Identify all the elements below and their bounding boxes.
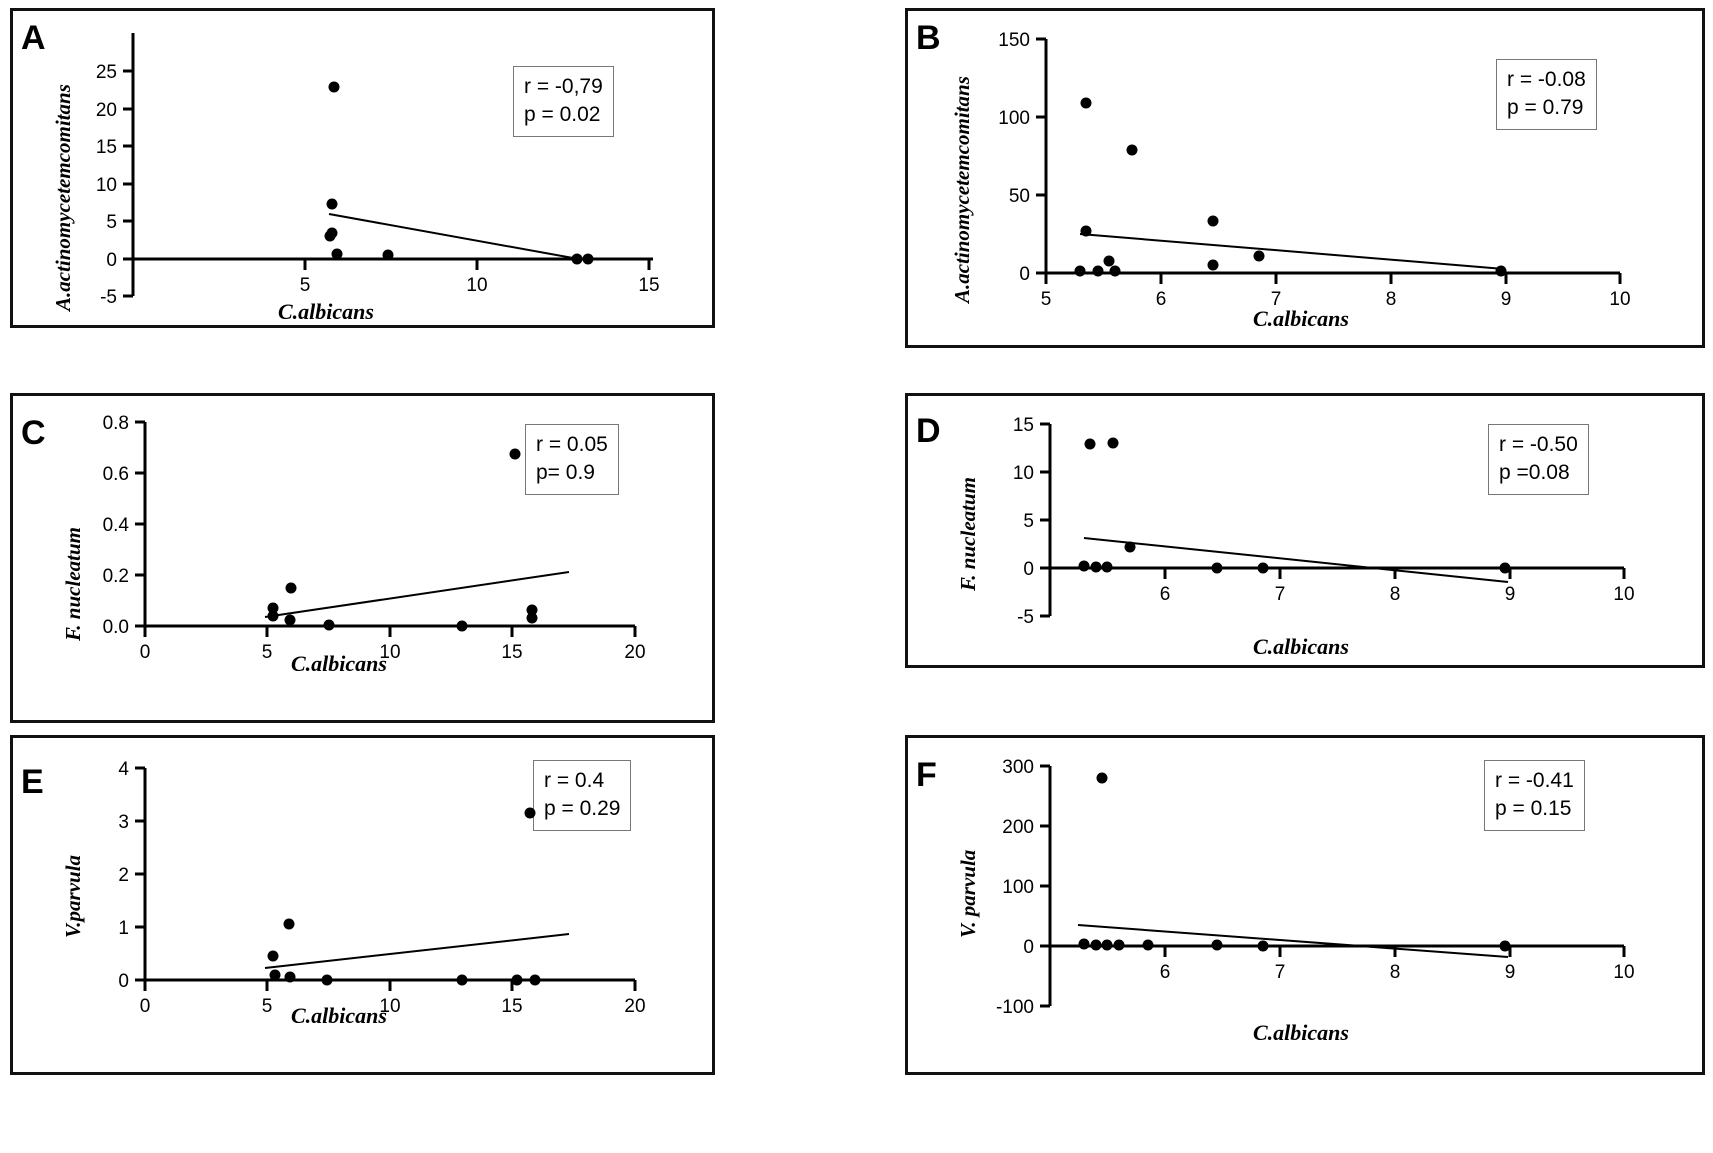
svg-text:7: 7 (1274, 584, 1286, 605)
panel-letter-d: D (916, 412, 941, 450)
x-axis-label-a: C.albicans (278, 299, 374, 324)
panel-letter-b: B (916, 19, 941, 57)
x-ticks-d (1160, 568, 1635, 605)
data-points-d (1079, 438, 1511, 574)
svg-text:200: 200 (1002, 817, 1034, 838)
data-points-e (268, 808, 541, 986)
x-axis-label-d: C.albicans (1253, 634, 1349, 659)
svg-text:0.6: 0.6 (102, 464, 129, 485)
svg-text:5: 5 (261, 996, 273, 1017)
data-points-b (1075, 98, 1507, 277)
svg-text:20: 20 (624, 996, 646, 1017)
svg-text:5: 5 (1040, 289, 1052, 310)
svg-text:15: 15 (638, 275, 660, 296)
svg-text:20: 20 (624, 642, 646, 663)
svg-text:10: 10 (1012, 463, 1034, 484)
svg-text:0: 0 (139, 996, 151, 1017)
svg-text:10: 10 (379, 642, 401, 663)
svg-text:0: 0 (139, 642, 151, 663)
svg-text:7: 7 (1270, 289, 1282, 310)
data-points-f (1079, 773, 1511, 952)
scatter-svg-e (85, 754, 685, 1054)
stats-p-f: p = 0.15 (1495, 797, 1572, 821)
y-ticks-e (118, 759, 145, 992)
x-axis-label-b: C.albicans (1253, 306, 1349, 331)
svg-text:9: 9 (1500, 289, 1512, 310)
x-axis-label-c: C.albicans (291, 651, 387, 676)
stats-r-f: r = -0.41 (1495, 769, 1574, 792)
y-axis-label-e: V.parvula (61, 854, 85, 938)
svg-text:10: 10 (1613, 584, 1635, 605)
svg-text:7: 7 (1274, 962, 1286, 983)
scatter-svg-a (73, 21, 683, 321)
scatter-svg-d (978, 410, 1698, 665)
plot-area-f (978, 752, 1698, 1062)
stats-r-e: r = 0.4 (544, 769, 605, 792)
y-ticks-b (998, 30, 1046, 285)
trend-line-b (1080, 234, 1504, 269)
panel-letter-c: C (21, 414, 46, 452)
scatter-svg-c (85, 408, 685, 708)
svg-text:15: 15 (501, 996, 523, 1017)
stats-p-e: p = 0.29 (544, 797, 621, 821)
x-axis-label-f: C.albicans (1253, 1020, 1349, 1045)
svg-text:0: 0 (106, 250, 117, 271)
svg-text:1: 1 (118, 918, 129, 939)
x-ticks-c (140, 626, 646, 663)
svg-text:3: 3 (118, 812, 129, 833)
svg-text:6: 6 (1159, 584, 1171, 605)
scatter-svg-f (978, 752, 1698, 1062)
x-ticks-b (1041, 273, 1631, 310)
svg-text:25: 25 (95, 62, 117, 83)
plot-area-e (85, 754, 685, 1054)
svg-text:2: 2 (118, 865, 129, 886)
svg-text:15: 15 (1012, 415, 1034, 436)
svg-text:6: 6 (1159, 962, 1171, 983)
y-axis-label-d: F. nucleatum (956, 477, 980, 591)
x-ticks-f (1160, 946, 1635, 983)
svg-text:100: 100 (1002, 877, 1034, 898)
svg-text:10: 10 (1613, 962, 1635, 983)
svg-text:0.0: 0.0 (102, 617, 129, 638)
x-ticks-a (300, 259, 660, 296)
trend-line-a (329, 214, 573, 258)
stats-p-d: p =0.08 (1499, 461, 1570, 485)
svg-text:8: 8 (1389, 584, 1401, 605)
svg-text:0.8: 0.8 (102, 413, 129, 434)
svg-text:10: 10 (95, 175, 117, 196)
data-points-c (268, 449, 538, 632)
svg-text:0: 0 (1019, 264, 1030, 285)
svg-text:8: 8 (1389, 962, 1401, 983)
svg-text:-5: -5 (1017, 607, 1034, 628)
svg-text:0.2: 0.2 (102, 566, 129, 587)
y-ticks-a (96, 62, 133, 308)
stats-r-b: r = -0.08 (1507, 68, 1586, 91)
plot-area-d (978, 410, 1698, 665)
svg-text:150: 150 (998, 30, 1030, 51)
svg-text:4: 4 (118, 759, 129, 780)
x-axis-label-e: C.albicans (291, 1003, 387, 1028)
panel-e (10, 735, 715, 1075)
svg-text:50: 50 (1008, 186, 1030, 207)
plot-area-a (73, 21, 683, 321)
svg-text:0: 0 (118, 971, 129, 992)
svg-text:5: 5 (299, 275, 311, 296)
svg-text:-5: -5 (100, 287, 117, 308)
panel-d (905, 393, 1705, 668)
svg-text:5: 5 (1023, 511, 1034, 532)
svg-text:15: 15 (501, 642, 523, 663)
svg-text:5: 5 (261, 642, 273, 663)
x-ticks-e (140, 980, 646, 1017)
trend-line-e (265, 934, 569, 968)
trend-line-d (1084, 538, 1508, 582)
y-ticks-d (1013, 415, 1050, 628)
svg-text:9: 9 (1504, 962, 1516, 983)
trend-line-f (1078, 925, 1508, 957)
svg-text:-100: -100 (995, 997, 1034, 1018)
panel-c (10, 393, 715, 723)
panel-letter-f: F (916, 756, 937, 794)
panel-a (10, 8, 715, 328)
trend-line-c (265, 572, 569, 617)
svg-text:5: 5 (106, 212, 117, 233)
scatter-svg-b (974, 21, 1694, 331)
svg-text:10: 10 (466, 275, 488, 296)
stats-p-b: p = 0.79 (1507, 96, 1584, 120)
svg-text:6: 6 (1155, 289, 1167, 310)
y-axis-label-c: F. nucleatum (61, 527, 85, 641)
stats-r-d: r = -0.50 (1499, 433, 1578, 456)
svg-text:8: 8 (1385, 289, 1397, 310)
stats-p-a: p = 0.02 (524, 103, 601, 127)
panel-letter-a: A (21, 19, 46, 57)
y-axis-label-b: A.actinomycetemcomitans (950, 76, 974, 303)
svg-text:20: 20 (95, 100, 117, 121)
svg-text:10: 10 (1609, 289, 1631, 310)
stats-p-c: p= 0.9 (536, 461, 595, 485)
plot-area-c (85, 408, 685, 708)
y-ticks-c (103, 413, 145, 638)
y-axis-label-a: A.actinomycetemcomitans (51, 84, 75, 311)
svg-text:0: 0 (1023, 559, 1034, 580)
plot-area-b (974, 21, 1694, 331)
svg-text:0.4: 0.4 (102, 515, 129, 536)
svg-text:9: 9 (1504, 584, 1516, 605)
stats-r-a: r = -0,79 (524, 75, 603, 98)
y-axis-label-f: V. parvula (956, 849, 980, 938)
svg-text:10: 10 (379, 996, 401, 1017)
svg-text:0: 0 (1023, 937, 1034, 958)
svg-text:15: 15 (95, 137, 117, 158)
stats-r-c: r = 0.05 (536, 433, 608, 456)
panel-b (905, 8, 1705, 348)
panel-f (905, 735, 1705, 1075)
svg-text:300: 300 (1002, 757, 1034, 778)
panel-letter-e: E (21, 763, 44, 801)
y-ticks-f (996, 757, 1050, 1018)
svg-text:100: 100 (998, 108, 1030, 129)
